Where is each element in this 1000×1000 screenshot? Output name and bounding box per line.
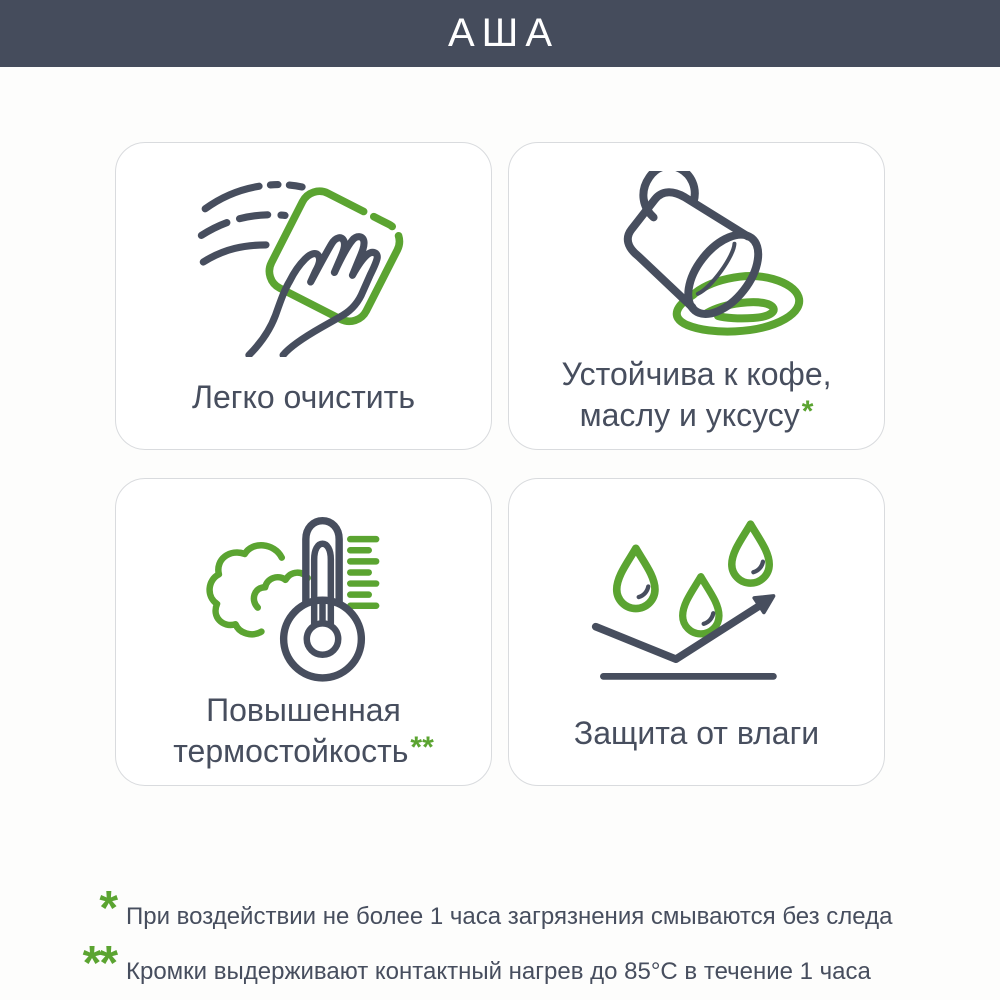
brand-header bbox=[0, 0, 1000, 67]
feature-card-moisture-protection bbox=[508, 478, 885, 786]
hand-wiping-cloth-icon bbox=[116, 167, 491, 357]
footnote-ref-asterisk: * bbox=[801, 395, 814, 428]
spilled-cup-icon bbox=[509, 167, 884, 354]
footnotes bbox=[64, 882, 980, 990]
feature-card-easy-clean bbox=[115, 142, 492, 450]
brand-title: АША bbox=[447, 11, 560, 55]
caption-line: Защита от влаги bbox=[573, 714, 820, 751]
footnote-text: При воздействии не более 1 часа загрязнения смываются без следа bbox=[126, 903, 893, 930]
caption-line: Легко очистить bbox=[191, 378, 415, 415]
footnote-marker: * bbox=[99, 882, 116, 935]
footnote-marker: ** bbox=[82, 937, 116, 990]
caption-line: Повышенная bbox=[206, 692, 401, 728]
feature-caption bbox=[509, 354, 884, 449]
feature-caption bbox=[509, 693, 884, 785]
footnote-text: Кромки выдерживают контактный нагрев до 85°С в течение 1 часа bbox=[126, 958, 871, 985]
footnote-ref-asterisk: ** bbox=[410, 731, 434, 764]
caption-line: термостойкость** bbox=[173, 731, 434, 769]
caption-line: маслу и уксусу* bbox=[579, 395, 814, 433]
feature-caption bbox=[116, 690, 491, 785]
feature-caption bbox=[116, 357, 491, 449]
feature-card-stain-resistant bbox=[508, 142, 885, 450]
thermometer-steam-icon bbox=[116, 503, 491, 690]
water-drops-bounce-icon bbox=[509, 503, 884, 693]
feature-card-heat-resistant bbox=[115, 478, 492, 786]
caption-line: Устойчива к кофе, bbox=[561, 356, 832, 392]
feature-grid bbox=[115, 142, 885, 786]
